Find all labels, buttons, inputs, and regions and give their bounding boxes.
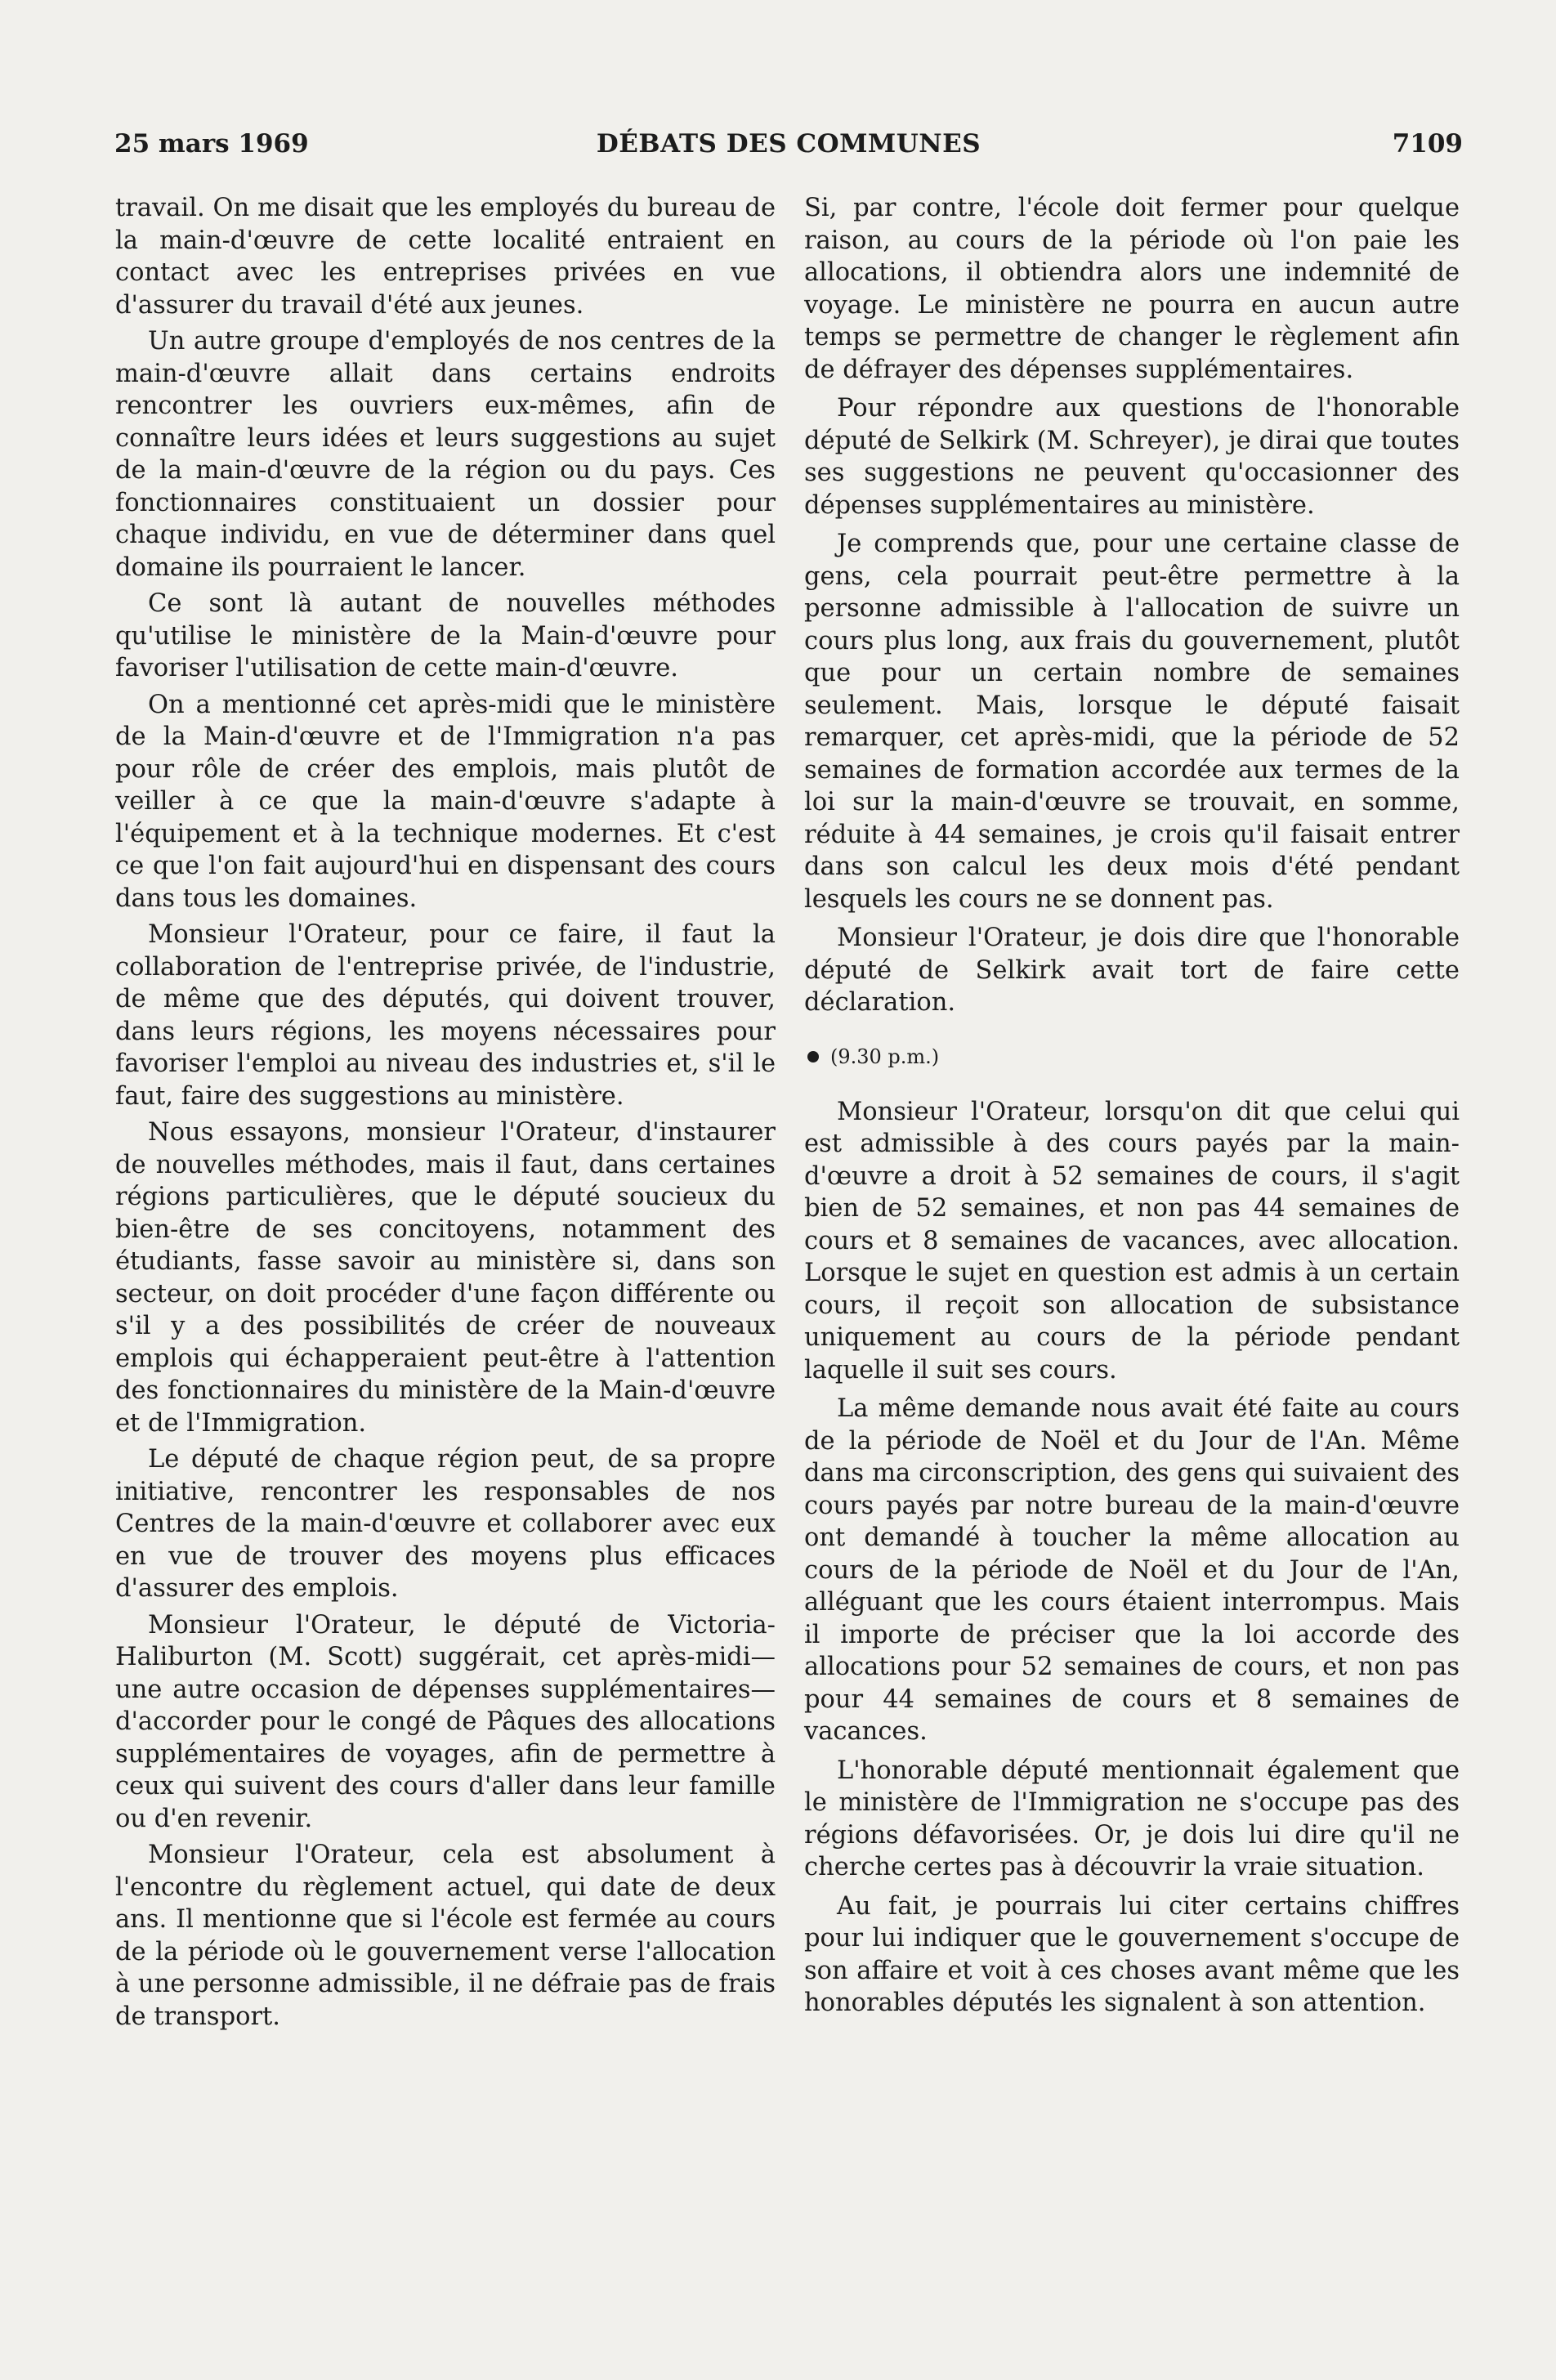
paragraph: Monsieur l'Orateur, cela est absolument à l'encontre du règlement actuel, qui date de deux ans. Il mentionne que si l'école est fermée au cours de la période où le gouvernement verse l'allocation à une personne admissible, il ne défraie pas de frais de transport. <box>115 1841 776 2031</box>
page-number: 7109 <box>1392 129 1463 159</box>
paragraph: Le député de chaque région peut, de sa propre initiative, rencontrer les responsables de nos Centres de la main-d'œuvre et collaborer avec eux en vue de trouver des moyens plus efficaces d'assurer des emplois. <box>115 1445 776 1603</box>
paragraph: Monsieur l'Orateur, pour ce faire, il faut la collaboration de l'entreprise privée, de l'industrie, de même que des députés, qui doivent trouver, dans leurs régions, les moyens nécessaires pour favoriser l'emploi au niveau des industries et, s'il le faut, faire des suggestions au ministère. <box>115 920 776 1111</box>
running-head <box>114 129 1463 170</box>
paragraph: Monsieur l'Orateur, je dois dire que l'honorable député de Selkirk avait tort de faire cette déclaration. <box>804 924 1460 1017</box>
paragraph: Je comprends que, pour une certaine classe de gens, cela pourrait peut-être permettre à la personne admissible à l'allocation de suivre un cours plus long, aux frais du gouvernement, plutôt que pour un certain nombre de semaines seulement. Mais, lorsque le député faisait remarquer, cet après-midi, que la période de 52 semaines de formation accordée aux termes de la loi sur la main-d'œuvre se trouvait, en somme, réduite à 44 semaines, je crois qu'il faisait entrer dans son calcul les deux mois d'été pendant lesquels les cours ne se donnent pas. <box>804 530 1460 914</box>
paragraph: Ce sont là autant de nouvelles méthodes qu'utilise le ministère de la Main-d'œuvre pour favoriser l'utilisation de cette main-d'œuvre. <box>115 589 776 682</box>
paragraph: Un autre groupe d'employés de nos centres de la main-d'œuvre allait dans certains endroits rencontrer les ouvriers eux-mêmes, afin de connaître leurs idées et leurs suggestions au sujet de la main-d'œuvre de la région ou du pays. Ces fonctionnaires constituaient un dossier pour chaque individu, en vue de déterminer dans quel domaine ils pourraient le lancer. <box>115 327 776 582</box>
header-date: 25 mars 1969 <box>114 129 309 159</box>
paragraph: Monsieur l'Orateur, lorsqu'on dit que celui qui est admissible à des cours payés par la main-d'œuvre a droit à 52 semaines de cours, il s'agit bien de 52 semaines, et non pas 44 semaines de cours et 8 semaines de vacances, avec allocation. Lorsque le sujet en question est admis à un certain cours, il reçoit son allocation de subsistance uniquement au cours de la période pendant laquelle il suit ses cours. <box>804 1097 1460 1385</box>
paragraph: Monsieur l'Orateur, le député de Victoria-Haliburton (M. Scott) suggérait, cet après-midi—une autre occasion de dépenses supplémentaires—d'accorder pour le congé de Pâques des allocations supplémentaires de voyages, afin de permettre à ceux qui suivent des cours d'aller dans leur famille ou d'en revenir. <box>115 1610 776 1833</box>
paragraph: La même demande nous avait été faite au cours de la période de Noël et du Jour de l'An. Même dans ma circonscription, des gens qui suivaient des cours payés par notre bureau de la main-d'œuvre ont demandé à toucher la même allocation au cours de la période de Noël et du Jour de l'An, alléguant que les cours étaient interrompus. Mais il importe de préciser que la loi accorde des allocations pour 52 semaines de cours, et non pas pour 44 semaines de cours et 8 semaines de vacances. <box>804 1394 1460 1746</box>
paragraph: L'honorable député mentionnait également que le ministère de l'Immigration ne s'occupe pas des régions défavorisées. Or, je dois lui dire qu'il ne cherche certes pas à découvrir la vraie situation. <box>804 1756 1460 1881</box>
paragraph: On a mentionné cet après-midi que le ministère de la Main-d'œuvre et de l'Immigration n'a pas pour rôle de créer des emplois, mais plutôt de veiller à ce que la main-d'œuvre s'adapte à l'équipement et à la technique modernes. Et c'est ce que l'on fait aujourd'hui en dispensant des cours dans tous les domaines. <box>115 690 776 913</box>
time-marker <box>804 1044 1460 1070</box>
paragraph: Si, par contre, l'école doit fermer pour quelque raison, au cours de la période où l'on paie les allocations, il obtiendra alors une indemnité de voyage. Le ministère ne pourra en aucun autre temps se permettre de changer le règlement afin de défrayer des dépenses supplémentaires. <box>804 194 1460 384</box>
paragraph: Nous essayons, monsieur l'Orateur, d'instaurer de nouvelles méthodes, mais il faut, dans certaines régions particulières, que le député soucieux du bien-être de ses concitoyens, notamment des étudiants, fasse savoir au ministère si, dans son secteur, on doit procéder d'une façon différente ou s'il y a des possibilités de créer de nouveaux emplois qui échapperaient peut-être à l'attention des fonctionnaires du ministère de la Main-d'œuvre et de l'Immigration. <box>115 1118 776 1438</box>
paragraph: Au fait, je pourrais lui citer certains chiffres pour lui indiquer que le gouvernement s'occupe de son affaire et voit à ces choses avant même que les honorables députés les signalent à son attention. <box>804 1891 1460 2017</box>
right-column <box>804 192 1460 2026</box>
left-column <box>115 192 776 2037</box>
paragraph: travail. On me disait que les employés du bureau de la main-d'œuvre de cette localité entraient en contact avec les entreprises privées en vue d'assurer du travail d'été aux jeunes. <box>115 194 776 320</box>
bullet-icon <box>807 1051 819 1062</box>
header-title: DÉBATS DES COMMUNES <box>596 129 981 159</box>
time-marker-text: (9.30 p.m.) <box>830 1045 940 1068</box>
paragraph: Pour répondre aux questions de l'honorable député de Selkirk (M. Schreyer), je dirai que toutes ses suggestions ne peuvent qu'occasionner des dépenses supplémentaires au ministère. <box>804 394 1460 520</box>
